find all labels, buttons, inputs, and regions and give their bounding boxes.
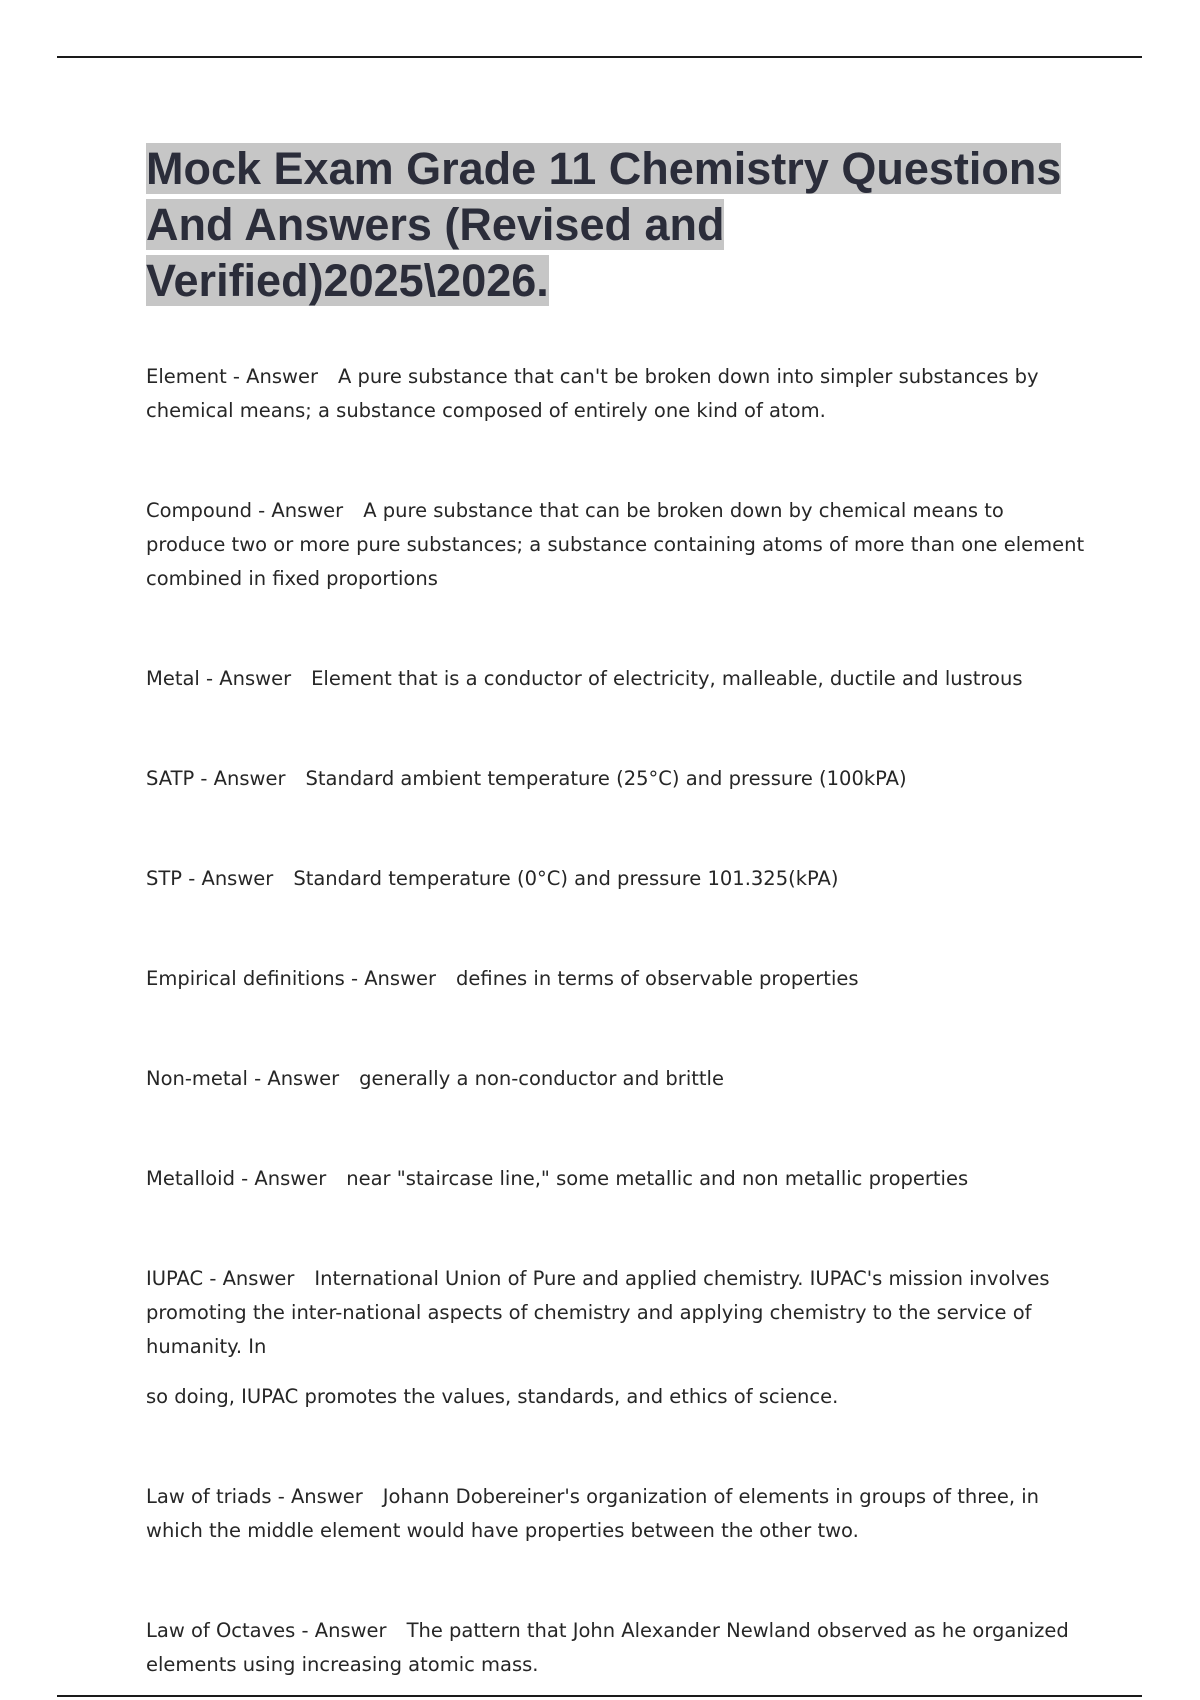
entry-answer: A pure substance that can be broken down by chemical means to produce two or more pure substances; a substance containing atoms of more than one element combined in fixed proportions <box>146 499 1085 590</box>
top-rule <box>57 56 1142 58</box>
entry-answer: Element that is a conductor of electricity, malleable, ductile and lustrous <box>311 667 1023 690</box>
qa-entry <box>146 662 1086 696</box>
entry-answer-continuation: so doing, IUPAC promotes the values, standards, and ethics of science. <box>146 1385 839 1408</box>
entry-answer: generally a non-conductor and brittle <box>359 1067 724 1090</box>
entry-term: Non-metal - Answer <box>146 1067 340 1090</box>
entry-term: Element - Answer <box>146 365 318 388</box>
qa-entry <box>146 494 1086 596</box>
entry-term: IUPAC - Answer <box>146 1267 295 1290</box>
entry-answer: Standard temperature (0°C) and pressure 101.325(kPA) <box>293 867 839 890</box>
qa-entry <box>146 1480 1086 1548</box>
entry-answer: The pattern that John Alexander Newland observed as he organized elements using increasing atomic mass. <box>146 1619 1069 1676</box>
qa-entry <box>146 1614 1086 1682</box>
qa-entry <box>146 1062 1086 1096</box>
entry-term: Compound - Answer <box>146 499 344 522</box>
entry-term: Metal - Answer <box>146 667 292 690</box>
qa-entry <box>146 1162 1086 1196</box>
qa-entry <box>146 962 1086 996</box>
entry-answer: Standard ambient temperature (25°C) and pressure (100kPA) <box>305 767 907 790</box>
entry-answer: International Union of Pure and applied chemistry. IUPAC's mission involves promoting the inter-national aspects of chemistry and applying chemistry to the service of humanity. In <box>146 1267 1050 1358</box>
bottom-rule <box>57 1695 1142 1697</box>
entry-term: Empirical definitions - Answer <box>146 967 437 990</box>
qa-entry <box>146 862 1086 896</box>
document-title-text: Mock Exam Grade 11 Chemistry Questions And Answers (Revised and Verified)2025\2026. <box>146 143 1062 306</box>
entry-answer: defines in terms of observable properties <box>456 967 859 990</box>
qa-entry <box>146 360 1086 428</box>
entry-term: SATP - Answer <box>146 767 286 790</box>
entry-answer: A pure substance that can't be broken down into simpler substances by chemical means; a substance composed of entirely one kind of atom. <box>146 365 1039 422</box>
entry-term: Metalloid - Answer <box>146 1167 327 1190</box>
entry-term: Law of triads - Answer <box>146 1485 363 1508</box>
document-title <box>146 141 1086 309</box>
entry-answer: Johann Dobereiner's organization of elements in groups of three, in which the middle element would have properties between the other two. <box>146 1485 1040 1542</box>
entry-term: Law of Octaves - Answer <box>146 1619 387 1642</box>
entry-term: STP - Answer <box>146 867 274 890</box>
entry-answer: near "staircase line," some metallic and non metallic properties <box>346 1167 969 1190</box>
qa-list <box>146 360 1086 1682</box>
qa-entry <box>146 1262 1086 1414</box>
qa-entry <box>146 762 1086 796</box>
